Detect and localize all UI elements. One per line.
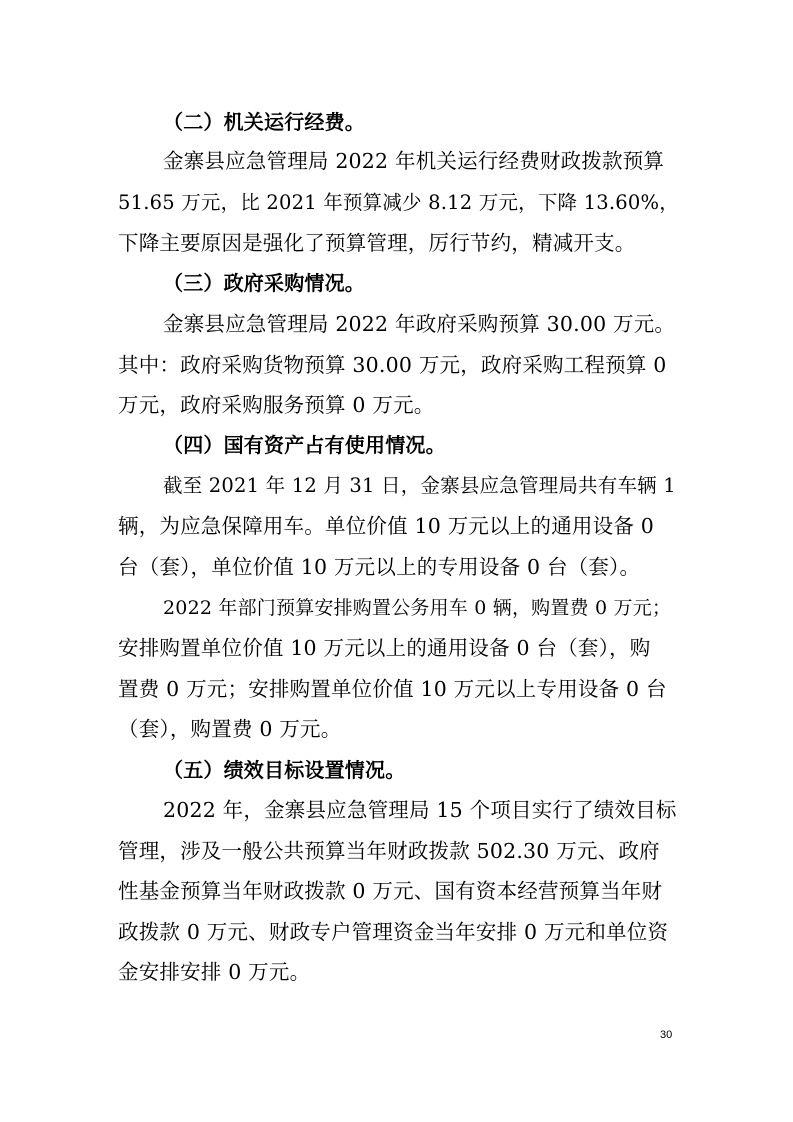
- paragraph-line: 安排购置单位价值 10 万元以上的通用设备 0 台（套），购: [118, 636, 651, 660]
- section-heading: （二）机关运行经费。: [163, 110, 365, 134]
- section-heading: （五）绩效目标设置情况。: [163, 758, 406, 782]
- paragraph-line: 其中：政府采购货物预算 30.00 万元，政府采购工程预算 0: [118, 353, 667, 377]
- paragraph-line: 万元，政府采购服务预算 0 万元。: [118, 393, 435, 417]
- paragraph-line: 政拨款 0 万元、财政专户管理资金当年安排 0 万元和单位资: [118, 920, 669, 944]
- paragraph-line: 金寨县应急管理局 2022 年政府采购预算 30.00 万元。: [163, 312, 676, 336]
- paragraph-line: 2022 年，金寨县应急管理局 15 个项目实行了绩效目标: [163, 798, 677, 822]
- paragraph-line: 截至 2021 年 12 月 31 日，金寨县应急管理局共有车辆 1: [163, 474, 676, 497]
- paragraph-line: 金安排安排 0 万元。: [118, 960, 311, 984]
- paragraph-line: 2022 年部门预算安排购置公务用车 0 辆，购置费 0 万元；: [163, 597, 672, 619]
- paragraph-line: 下降主要原因是强化了预算管理，厉行节约，精减开支。: [118, 231, 636, 255]
- page-number: 30: [660, 1029, 673, 1041]
- section-heading: （四）国有资产占有使用情况。: [163, 433, 446, 457]
- section-heading: （三）政府采购情况。: [163, 271, 365, 295]
- paragraph-line: 51.65 万元，比 2021 年预算减少 8.12 万元，下降 13.60%，: [118, 191, 679, 214]
- paragraph-line: 台（套），单位价值 10 万元以上的专用设备 0 台（套）。: [118, 555, 641, 579]
- paragraph-line: 辆，为应急保障用车。单位价值 10 万元以上的通用设备 0: [118, 514, 654, 538]
- paragraph-line: 金寨县应急管理局 2022 年机关运行经费财政拨款预算: [163, 149, 665, 173]
- paragraph-line: 置费 0 万元；安排购置单位价值 10 万元以上专用设备 0 台: [118, 677, 667, 701]
- paragraph-line: 性基金预算当年财政拨款 0 万元、国有资本经营预算当年财: [118, 879, 663, 903]
- paragraph-line: 管理，涉及一般公共预算当年财政拨款 502.30 万元、政府: [118, 839, 660, 863]
- paragraph-line: （套），购置费 0 万元。: [118, 717, 342, 741]
